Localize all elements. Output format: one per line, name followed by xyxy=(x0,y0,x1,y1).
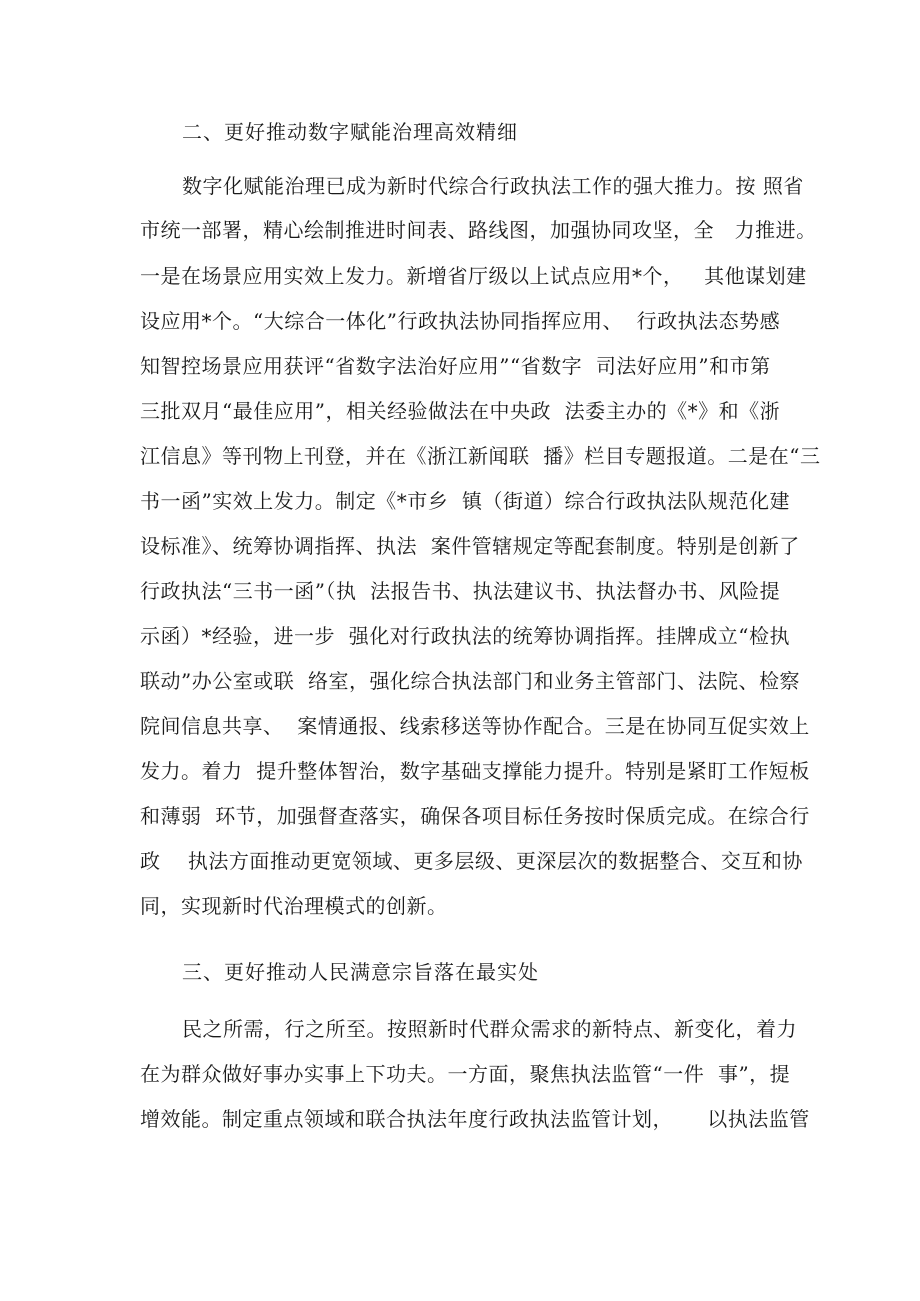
paragraph-line: 书一函”实效上发力。制定《*市乡 镇（街道）综合行政执法队规范化建 xyxy=(140,489,790,513)
paragraph-line: 示函）*经验，进一步 强化对行政执法的统筹协调指挥。挂牌成立“检执 xyxy=(140,624,790,648)
section-3-heading: 三、更好推动人民满意宗旨落在最实处 xyxy=(182,960,539,984)
paragraph-line: 市统一部署，精心绘制推进时间表、路线图，加强协同攻坚，全 力推进。 xyxy=(140,218,817,242)
paragraph-line: 设应用*个。“大综合一体化”行政执法协同指挥应用、 行政执法态势感 xyxy=(140,309,781,333)
paragraph-line: 同，实现新时代治理模式的创新。 xyxy=(140,894,448,918)
paragraph-line: 设标准》、统筹协调指挥、执法 案件管辖规定等配套制度。特别是创新了 xyxy=(140,534,800,558)
paragraph-line: 发力。着力 提升整体智治，数字基础支撑能力提升。特别是紧盯工作短板 xyxy=(140,759,810,783)
paragraph-line: 政 执法方面推动更宽领域、更多层级、更深层次的数据整合、交互和协 xyxy=(140,849,803,873)
paragraph-line: 江信息》等刊物上刊登，并在《浙江新闻联 播》栏目专题报道。二是在“三 xyxy=(140,444,821,468)
paragraph-line: 行政执法“三书一函”（执 法报告书、执法建议书、执法督办书、风险提 xyxy=(140,579,781,603)
paragraph-line: 增效能。制定重点领域和联合执法年度行政执法监管计划， 以执法监管 xyxy=(140,1107,810,1131)
paragraph-line: 知智控场景应用获评“省数字法治好应用”“省数字 司法好应用”和市第 xyxy=(140,354,771,378)
paragraph-line: 三批双月“最佳应用”，相关经验做法在中央政 法委主办的《*》和《浙 xyxy=(140,399,781,423)
paragraph-line: 在为群众做好事办实事上下功夫。一方面，聚焦执法监管“一件 事”，提 xyxy=(140,1062,791,1086)
paragraph-line: 院间信息共享、 案情通报、线索移送等协作配合。三是在协同互促实效上 xyxy=(140,714,810,738)
paragraph-line: 数字化赋能治理已成为新时代综合行政执法工作的强大推力。按 照省 xyxy=(182,174,804,198)
paragraph-line: 一是在场景应用实效上发力。新增省厅级以上试点应用*个， 其他谋划建 xyxy=(140,264,807,288)
paragraph-line: 和薄弱 环节，加强督查落实，确保各项目标任务按时保质完成。在综合行 xyxy=(140,804,810,828)
section-2-heading: 二、更好推动数字赋能治理高效精细 xyxy=(182,120,518,144)
paragraph-line: 联动”办公室或联 络室，强化综合执法部门和业务主管部门、法院、检察 xyxy=(140,669,800,693)
paragraph-line: 民之所需，行之所至。按照新时代群众需求的新特点、新变化，着力 xyxy=(182,1017,797,1041)
